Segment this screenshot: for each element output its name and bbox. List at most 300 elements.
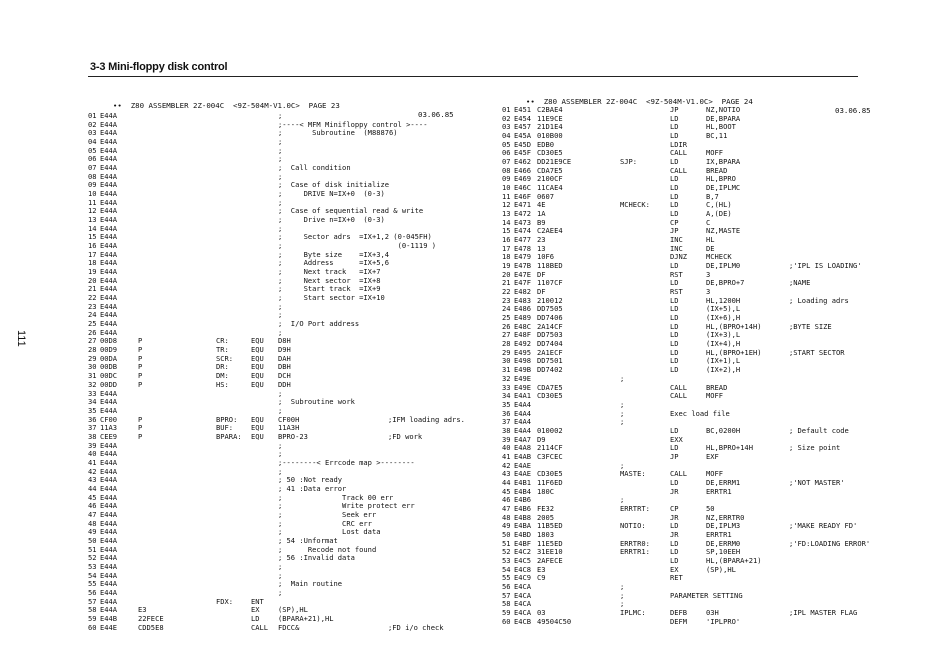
listing-code: P <box>138 431 143 441</box>
listing-label: SJP: <box>620 157 638 167</box>
listing-op: CALL <box>670 148 688 158</box>
listing-operand: ; Recode not found <box>278 544 377 554</box>
listing-operand: HL,BPRO+14H <box>706 443 753 453</box>
listing-op: LD <box>251 613 260 623</box>
listing-code: P <box>138 423 143 433</box>
listing-ln: 29 <box>502 347 511 357</box>
listing-addr: E44A <box>100 206 118 216</box>
listing-label: SCR: <box>216 353 234 363</box>
listing-label: ; <box>620 460 625 470</box>
listing-addr: E44A <box>100 570 118 580</box>
listing-ln: 44 <box>502 477 511 487</box>
listing-ln: 19 <box>502 261 511 271</box>
listing-addr: E4C9 <box>514 573 532 583</box>
listing-operand: DE,BPRO+7 <box>706 278 745 288</box>
listing-addr: E45D <box>514 139 532 149</box>
listing-addr: 00D9 <box>100 345 118 355</box>
listing-ln: 28 <box>502 339 511 349</box>
listing-ln: 20 <box>502 269 511 279</box>
listing-ln: 10 <box>88 189 97 199</box>
listing-ln: 45 <box>88 492 97 502</box>
listing-addr: E4A4 <box>514 425 532 435</box>
listing-operand: MOFF <box>706 391 724 401</box>
listing-operand: (IX+1),L <box>706 356 741 366</box>
listing-ln: 35 <box>502 399 511 409</box>
listing-op: JP <box>670 451 679 461</box>
listing-ln: 34 <box>502 391 511 401</box>
listing-ln: 03 <box>88 128 97 138</box>
listing-ln: 02 <box>502 113 511 123</box>
listing-label: ; <box>620 408 625 418</box>
listing-code: 03 <box>537 607 546 617</box>
listing-addr: E44A <box>100 466 118 476</box>
listing-operand: HL,(BPRO+14H) <box>706 321 762 331</box>
listing-ln: 11 <box>502 191 511 201</box>
listing-ln: 46 <box>88 501 97 511</box>
listing-code: 010002 <box>537 425 563 435</box>
listing-addr: E44A <box>100 475 118 485</box>
listing-op: LD <box>670 477 679 487</box>
listing-ln: 31 <box>88 371 97 381</box>
listing-label: MASTE: <box>620 469 646 479</box>
listing-op: EQU <box>251 431 264 441</box>
listing-ln: 53 <box>502 555 511 565</box>
listing-code: 2A14CF <box>537 321 563 331</box>
listing-addr: E44A <box>100 527 118 537</box>
listing-code: DD7503 <box>537 330 563 340</box>
listing-ln: 07 <box>88 163 97 173</box>
listing-code: 2114CF <box>537 443 563 453</box>
listing-ln: 48 <box>502 512 511 522</box>
listing-addr: E44A <box>100 249 118 259</box>
listing-addr: E47E <box>514 269 532 279</box>
listing-addr: E44A <box>100 440 118 450</box>
listing-op: ENT <box>251 596 264 606</box>
listing-ln: 33 <box>88 388 97 398</box>
listing-operand: DDH <box>278 379 291 389</box>
listing-addr: E4CA <box>514 590 532 600</box>
listing-label: ERRTR1: <box>620 547 650 557</box>
listing-op: LD <box>670 191 679 201</box>
listing-operand: HL,(BPARA+21) <box>706 555 762 565</box>
listing-ln: 41 <box>502 451 511 461</box>
listing-code: P <box>138 336 143 346</box>
listing-operand: (IX+5),L <box>706 304 741 314</box>
listing-addr: E49B <box>514 365 532 375</box>
listing-addr: 00D8 <box>100 336 118 346</box>
listing-operand: DAH <box>278 353 291 363</box>
listing-code: P <box>138 345 143 355</box>
listing-operand: ; Call condition <box>278 163 351 173</box>
listing-addr: E4A7 <box>514 434 532 444</box>
listing-operand: ; <box>278 197 283 207</box>
listing-ln: 45 <box>502 486 511 496</box>
listing-op: LD <box>670 313 679 323</box>
listing-addr: E44A <box>100 310 118 320</box>
listing-operand: BC,0200H <box>706 425 741 435</box>
listing-operand: ERRTR1 <box>706 529 732 539</box>
listing-op: EQU <box>251 414 264 424</box>
listing-ln: 54 <box>88 570 97 580</box>
listing-ln: 25 <box>88 319 97 329</box>
listing-ln: 36 <box>88 414 97 424</box>
listing-op: EXX <box>670 434 683 444</box>
listing-comment: ; Default code <box>789 425 849 435</box>
listing-code: 118BED <box>537 261 563 271</box>
listing-ln: 24 <box>502 304 511 314</box>
listing-op: LD <box>670 131 679 141</box>
listing-op: PARAMETER SETTING <box>670 590 743 600</box>
listing-addr: E4B6 <box>514 495 532 505</box>
listing-addr: E44A <box>100 483 118 493</box>
listing-addr: E4CA <box>514 581 532 591</box>
listing-ln: 49 <box>88 527 97 537</box>
listing-operand: HL,(BPRO+1EH) <box>706 347 762 357</box>
listing-label: ERRTRT: <box>620 503 650 513</box>
listing-addr: E473 <box>514 217 532 227</box>
listing-code: 4E <box>537 200 546 210</box>
listing-ln: 37 <box>88 423 97 433</box>
listing-code: 31EE10 <box>537 547 563 557</box>
listing-operand: MOFF <box>706 148 724 158</box>
listing-addr: E44A <box>100 232 118 242</box>
listing-code: DD7406 <box>537 313 563 323</box>
listing-code: 180C <box>537 486 555 496</box>
listing-operand: 03H <box>706 607 719 617</box>
listing-operand: ; Seek err <box>278 509 377 519</box>
listing-ln: 43 <box>502 469 511 479</box>
section-title: 3-3 Mini-floppy disk control <box>90 61 228 73</box>
listing-op: LD <box>670 304 679 314</box>
listing-operand: (SP),HL <box>706 564 736 574</box>
listing-comment: ;NAME <box>789 278 811 288</box>
listing-operand: BREAD <box>706 165 728 175</box>
listing-operand: DBH <box>278 362 291 372</box>
right-header-date: 03.06.85 <box>835 106 871 115</box>
listing-code: 22FECE <box>138 613 164 623</box>
listing-comment: ;FD i/o check <box>388 622 444 632</box>
listing-ln: 42 <box>502 460 511 470</box>
listing-op: EQU <box>251 379 264 389</box>
listing-op: JP <box>670 105 679 114</box>
listing-code: 13 <box>537 243 546 253</box>
listing-op: CALL <box>670 165 688 175</box>
listing-operand: (IX+3),L <box>706 330 741 340</box>
listing-operand: ; Start sector =IX+10 <box>278 293 385 303</box>
listing-addr: E4A4 <box>514 408 532 418</box>
listing-op: LD <box>670 183 679 193</box>
listing-code: 2005 <box>537 512 555 522</box>
listing-label: BPARA: <box>216 431 242 441</box>
listing-addr: E44A <box>100 561 118 571</box>
listing-op: LD <box>670 365 679 375</box>
listing-code: P <box>138 353 143 363</box>
listing-addr: E4C8 <box>514 564 532 574</box>
listing-addr: E477 <box>514 235 532 245</box>
listing-ln: 30 <box>502 356 511 366</box>
listing-code: B9 <box>537 217 546 227</box>
listing-operand: ; Next track =IX+7 <box>278 267 381 277</box>
listing-operand: B,7 <box>706 191 719 201</box>
listing-operand: ; 41 :Data error <box>278 483 347 493</box>
listing-ln: 39 <box>502 434 511 444</box>
listing-ln: 55 <box>88 579 97 589</box>
listing-op: LD <box>670 356 679 366</box>
listing-label: CR: <box>216 336 229 346</box>
listing-addr: E44A <box>100 267 118 277</box>
listing-operand: ERRTR1 <box>706 486 732 496</box>
listing-ln: 36 <box>502 408 511 418</box>
listing-code: CD30E5 <box>537 148 563 158</box>
listing-addr: E44A <box>100 605 118 615</box>
listing-addr: E44A <box>100 111 118 120</box>
listing-comment: ;IFM loading adrs. <box>388 414 465 424</box>
listing-addr: E469 <box>514 174 532 184</box>
listing-code: 49504C50 <box>537 616 572 626</box>
listing-addr: 00DD <box>100 379 118 389</box>
listing-ln: 10 <box>502 183 511 193</box>
listing-ln: 05 <box>88 145 97 155</box>
listing-op: LD <box>670 538 679 548</box>
listing-ln: 52 <box>88 553 97 563</box>
listing-ln: 28 <box>88 345 97 355</box>
listing-ln: 40 <box>502 443 511 453</box>
listing-operand: BC,11 <box>706 131 728 141</box>
listing-ln: 51 <box>88 544 97 554</box>
listing-ln: 13 <box>502 209 511 219</box>
listing-ln: 16 <box>502 235 511 245</box>
listing-ln: 49 <box>502 521 511 531</box>
listing-label: HS: <box>216 379 229 389</box>
listing-code: 1107CF <box>537 278 563 288</box>
listing-comment: ;'IPL IS LOADING' <box>789 261 862 271</box>
listing-op: EQU <box>251 371 264 381</box>
listing-addr: E4B1 <box>514 477 532 487</box>
listing-code: C3FCEC <box>537 451 563 461</box>
listing-addr: E4CA <box>514 607 532 617</box>
listing-operand: ; <box>278 587 283 597</box>
listing-ln: 09 <box>502 174 511 184</box>
listing-addr: E454 <box>514 113 532 123</box>
listing-addr: E4C5 <box>514 555 532 565</box>
listing-addr: E482 <box>514 287 532 297</box>
listing-label: ; <box>620 495 625 505</box>
listing-addr: E44A <box>100 284 118 294</box>
listing-op: LD <box>670 174 679 184</box>
listing-ln: 53 <box>88 561 97 571</box>
listing-code: CD30E5 <box>537 469 563 479</box>
listing-operand: ; 54 :Unformat <box>278 535 338 545</box>
listing-operand: NZ,MASTE <box>706 226 741 236</box>
listing-operand: ; Address =IX+5,6 <box>278 258 390 268</box>
left-header-text: •• Z80 ASSEMBLER 2Z-004C <9Z-504M-V1.0C> PAGE 23 <box>112 101 340 110</box>
listing-addr: E4C2 <box>514 547 532 557</box>
listing-op: EX <box>670 564 679 574</box>
listing-addr: E44A <box>100 327 118 337</box>
listing-op: JR <box>670 486 679 496</box>
listing-ln: 21 <box>88 284 97 294</box>
listing-ln: 26 <box>502 321 511 331</box>
listing-operand: CF00H <box>278 414 300 424</box>
listing-op: EQU <box>251 423 264 433</box>
listing-ln: 41 <box>88 457 97 467</box>
listing-op: LD <box>670 443 679 453</box>
listing-ln: 46 <box>502 495 511 505</box>
listing-ln: 06 <box>88 154 97 164</box>
listing-comment: ;START SECTOR <box>789 347 845 357</box>
listing-addr: CEE9 <box>100 431 118 441</box>
listing-addr: E48C <box>514 321 532 331</box>
listing-ln: 01 <box>88 111 97 120</box>
listing-comment: ; Size point <box>789 443 841 453</box>
listing-operand: ; <box>278 301 283 311</box>
listing-label: ; <box>620 417 625 427</box>
listing-ln: 15 <box>88 232 97 242</box>
listing-comment: ;'MAKE READY FD' <box>789 521 858 531</box>
listing-comment: ; Loading adrs <box>789 295 849 305</box>
listing-ln: 50 <box>88 535 97 545</box>
listing-addr: E44A <box>100 137 118 147</box>
listing-label: ; <box>620 590 625 600</box>
listing-addr: E457 <box>514 122 532 132</box>
listing-ln: 17 <box>88 249 97 259</box>
listing-code: DF <box>537 269 546 279</box>
listing-operand: DE,IPLMC <box>706 183 741 193</box>
listing-operand: ; Next sector =IX+8 <box>278 275 381 285</box>
listing-code: C9 <box>537 573 546 583</box>
listing-op: LD <box>670 278 679 288</box>
listing-op: LD <box>670 122 679 132</box>
listing-operand: ;--------< Errcode map >-------- <box>278 457 415 467</box>
listing-label: ERRTR0: <box>620 538 650 548</box>
listing-addr: E44A <box>100 275 118 285</box>
listing-ln: 60 <box>88 622 97 632</box>
listing-op: LD <box>670 261 679 271</box>
listing-ln: 27 <box>502 330 511 340</box>
listing-ln: 38 <box>88 431 97 441</box>
listing-ln: 56 <box>502 581 511 591</box>
listing-label: IPLMC: <box>620 607 646 617</box>
listing-addr: E44A <box>100 397 118 407</box>
listing-operand: ; Main routine <box>278 579 343 589</box>
listing-code: D9 <box>537 434 546 444</box>
listing-addr: E44A <box>100 544 118 554</box>
listing-ln: 35 <box>88 405 97 415</box>
listing-code: CD30E5 <box>537 391 563 401</box>
listing-operand: 11A3H <box>278 423 300 433</box>
listing-operand: ; <box>278 388 283 398</box>
listing-ln: 08 <box>88 171 97 181</box>
listing-ln: 47 <box>88 509 97 519</box>
listing-label: ; <box>620 581 625 591</box>
listing-addr: E44B <box>100 613 118 623</box>
listing-ln: 12 <box>502 200 511 210</box>
listing-addr: E44A <box>100 405 118 415</box>
listing-code: DD7501 <box>537 356 563 366</box>
listing-op: EQU <box>251 345 264 355</box>
listing-ln: 43 <box>88 475 97 485</box>
listing-addr: 00DA <box>100 353 118 363</box>
listing-code: DD7505 <box>537 304 563 314</box>
listing-ln: 24 <box>88 310 97 320</box>
listing-code: DF <box>537 287 546 297</box>
listing-addr: E483 <box>514 295 532 305</box>
listing-operand: ; Subroutine work <box>278 397 355 407</box>
listing-operand: HL,BOOT <box>706 122 736 132</box>
listing-op: LD <box>670 339 679 349</box>
listing-ln: 17 <box>502 243 511 253</box>
listing-addr: E44A <box>100 189 118 199</box>
listing-operand: IX,BPARA <box>706 157 741 167</box>
listing-operand: MOFF <box>706 469 724 479</box>
listing-op: LD <box>670 425 679 435</box>
listing-operand: ; <box>278 145 283 155</box>
listing-addr: E44A <box>100 301 118 311</box>
listing-operand: A,(DE) <box>706 209 732 219</box>
listing-ln: 34 <box>88 397 97 407</box>
listing-addr: E44A <box>100 241 118 251</box>
listing-code: 2AFECE <box>537 555 563 565</box>
listing-operand: ; Case of disk initialize <box>278 180 390 190</box>
listing-addr: E44A <box>100 128 118 138</box>
listing-operand: ; <box>278 154 283 164</box>
listing-operand: D9H <box>278 345 291 355</box>
listing-operand: ; CRC err <box>278 518 372 528</box>
listing-ln: 30 <box>88 362 97 372</box>
listing-addr: E44A <box>100 293 118 303</box>
listing-operand: DE,IPLM3 <box>706 521 741 531</box>
listing-code: DD21E9CE <box>537 157 572 167</box>
listing-label: ; <box>620 599 625 609</box>
listing-op: Exec load file <box>670 408 730 418</box>
listing-op: LD <box>670 547 679 557</box>
listing-operand: ; <box>278 223 283 233</box>
listing-ln: 42 <box>88 466 97 476</box>
listing-operand: ; <box>278 466 283 476</box>
listing-operand: D8H <box>278 336 291 346</box>
listing-addr: E47B <box>514 261 532 271</box>
listing-operand: NZ,ERRTR0 <box>706 512 745 522</box>
title-rule <box>88 76 858 77</box>
listing-ln: 39 <box>88 440 97 450</box>
listing-ln: 04 <box>88 137 97 147</box>
listing-ln: 51 <box>502 538 511 548</box>
listing-operand: ; Byte size =IX+3,4 <box>278 249 390 259</box>
listing-label: MCHECK: <box>620 200 650 210</box>
listing-op: RET <box>670 573 683 583</box>
listing-code: 10F6 <box>537 252 555 262</box>
listing-operand: ; 50 :Not ready <box>278 475 343 485</box>
listing-comment: ;FD work <box>388 431 423 441</box>
listing-label: FDX: <box>216 596 234 606</box>
listing-ln: 48 <box>88 518 97 528</box>
listing-ln: 07 <box>502 157 511 167</box>
page-number: 111 <box>15 330 27 347</box>
listing-operand: BPRO-23 <box>278 431 308 441</box>
listing-addr: E4AB <box>514 451 532 461</box>
listing-ln: 18 <box>502 252 511 262</box>
listing-operand: ; DRIVE N=IX+0 (0-3) <box>278 189 385 199</box>
listing-ln: 56 <box>88 587 97 597</box>
listing-operand: ; Track 00 err <box>278 492 394 502</box>
listing-op: RST <box>670 287 683 297</box>
listing-op: CP <box>670 217 679 227</box>
listing-operand: ; <box>278 440 283 450</box>
listing-addr: 00DB <box>100 362 118 372</box>
listing-code: 11E5ED <box>537 538 563 548</box>
listing-ln: 29 <box>88 353 97 363</box>
listing-addr: E4BA <box>514 521 532 531</box>
